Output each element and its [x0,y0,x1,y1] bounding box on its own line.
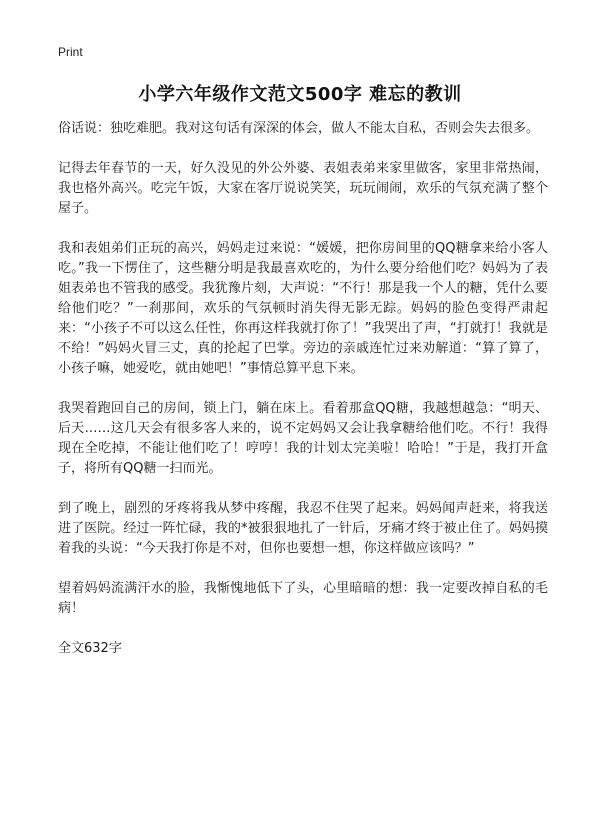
paragraph-5: 到了晚上，剧烈的牙疼将我从梦中疼醒，我忍不住哭了起来。妈妈闻声赶来，将我送进了医院。经过一阵忙碌，我的*被狠狠地扎了一针后，牙痛才终于被止住了。妈妈摸着我的头说：“今天我打你是不对，但你也要想一想，你这样做应该吗？” [58,501,548,556]
paragraph-6: 望着妈妈流满汗水的脸，我惭愧地低下了头，心里暗暗的想：我一定要改掉自私的毛病！ [58,581,548,616]
article-body [58,119,548,679]
paragraph-2: 记得去年春节的一天，好久没见的外公外婆、表姐表弟来家里做客，家里非常热闹，我也格外高兴。吃完午饭，大家在客厅说说笑笑，玩玩闹闹，欢乐的气氛充满了整个屋子。 [58,161,548,216]
paragraph-3: 我和表姐弟们正玩的高兴，妈妈走过来说：“媛媛，把你房间里的QQ糖拿来给小客人吃。”我一下愣住了，这些糖分明是我最喜欢吃的，为什么要分给他们吃？妈妈为了表姐表弟也不管我的感受。我犹豫片刻，大声说：“不行！那是我一个人的糖，凭什么要给他们吃？”一刹那间，欢乐的气氛顿时消失得无影无踪。妈妈的脸色变得严肃起来：“小孩子不可以这么任性，你再这样我就打你了！”我哭出了声，“打就打！我就是不给！”妈妈火冒三丈，真的抡起了巴掌。旁边的亲戚连忙过来劝解道：“算了算了，小孩子嘛，她爱吃，就由她吧！”事情总算平息下来。 [58,241,548,376]
paragraph-1: 俗话说：独吃难肥。我对这句话有深深的体会，做人不能太自私，否则会失去很多。 [58,121,540,136]
print-link[interactable]: Print [58,45,83,59]
paragraph-4: 我哭着跑回自己的房间，锁上门，躺在床上。看着那盒QQ糖，我越想越急：“明天、后天……这几天会有很多客人来的，说不定妈妈又会让我拿糖给他们吃。不行！我得现在全吃掉，不能让他们吃了！哼哼！我的计划太完美啦！哈哈！”于是，我打开盒子，将所有QQ糖一扫而光。 [58,401,548,476]
word-count: 全文632字 [58,641,122,656]
article-title: 小学六年级作文范文500字 难忘的教训 [138,84,462,105]
